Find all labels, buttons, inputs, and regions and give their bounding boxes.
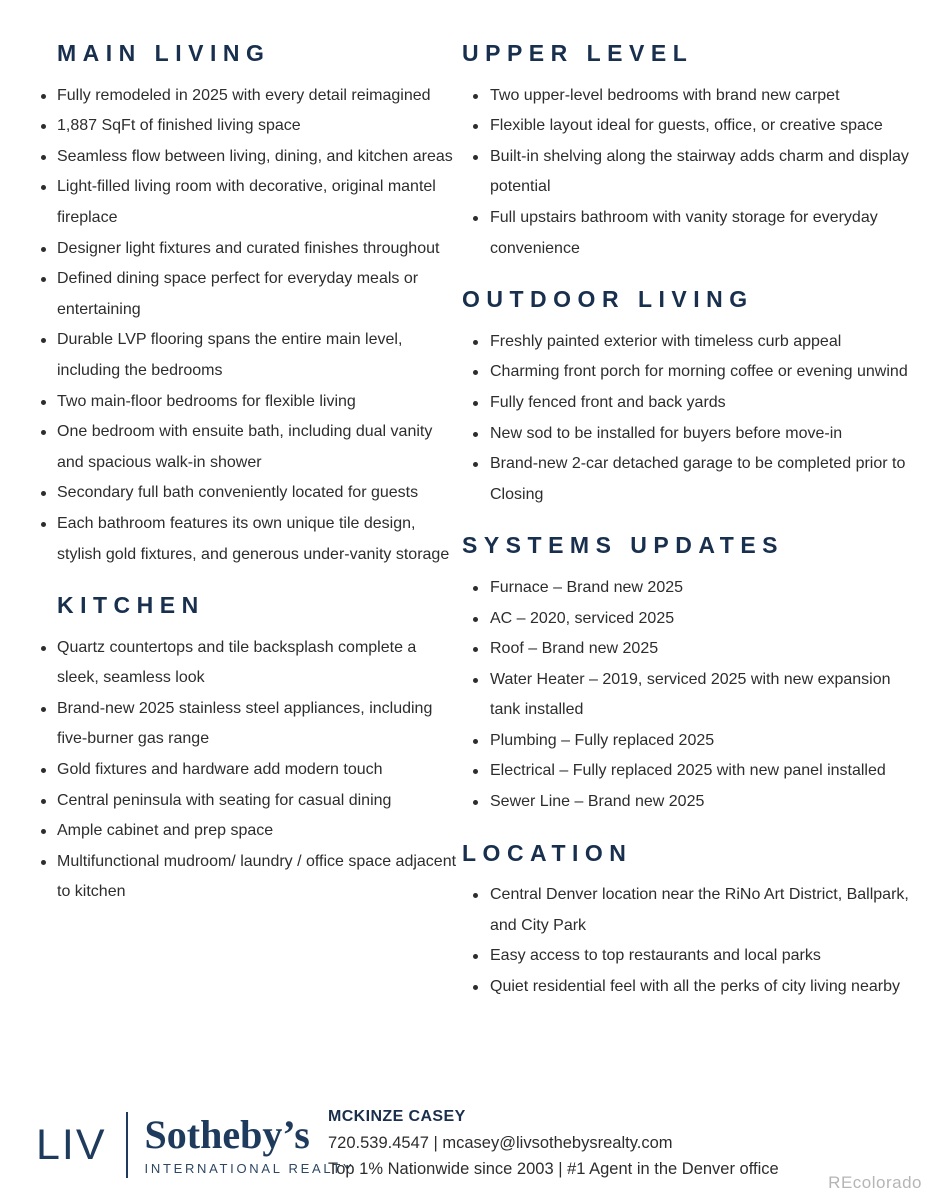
list-item: Central Denver location near the RiNo Art District, Ballpark, and City Park bbox=[462, 880, 914, 941]
section-upper-level bbox=[462, 40, 914, 264]
section-title-systems-updates: SYSTEMS UPDATES bbox=[462, 532, 784, 559]
list-item: Two main-floor bedrooms for flexible living bbox=[38, 387, 462, 418]
sothebys-logo-block bbox=[145, 1114, 355, 1176]
section-main-living bbox=[38, 40, 462, 570]
list-item: Roof – Brand new 2025 bbox=[462, 634, 914, 665]
list-item: Brand-new 2-car detached garage to be completed prior to Closing bbox=[462, 449, 914, 510]
section-kitchen bbox=[38, 592, 462, 908]
bullet-list-main-living bbox=[38, 81, 462, 571]
section-systems-updates bbox=[462, 532, 914, 817]
list-item: Flexible layout ideal for guests, office, or creative space bbox=[462, 111, 914, 142]
list-item: Freshly painted exterior with timeless curb appeal bbox=[462, 327, 914, 358]
list-item: Each bathroom features its own unique tile design, stylish gold fixtures, and generous under-vanity storage bbox=[38, 509, 462, 570]
agent-tagline: Top 1% Nationwide since 2003 | #1 Agent in the Denver office bbox=[328, 1160, 779, 1178]
feature-sheet bbox=[38, 40, 914, 1003]
section-outdoor-living bbox=[462, 286, 914, 510]
list-item: 1,887 SqFt of finished living space bbox=[38, 111, 462, 142]
list-item: Quartz countertops and tile backsplash complete a sleek, seamless look bbox=[38, 633, 462, 694]
list-item: Ample cabinet and prep space bbox=[38, 816, 462, 847]
liv-sothebys-logo bbox=[36, 1112, 354, 1178]
list-item: Central peninsula with seating for casual dining bbox=[38, 786, 462, 817]
list-item: Light-filled living room with decorative, original mantel fireplace bbox=[38, 172, 462, 233]
agent-contact: 720.539.4547 | mcasey@livsothebysrealty.com bbox=[328, 1134, 673, 1152]
list-item: Fully fenced front and back yards bbox=[462, 388, 914, 419]
list-item: Gold fixtures and hardware add modern touch bbox=[38, 755, 462, 786]
recolorado-watermark: REcolorado bbox=[828, 1173, 922, 1192]
bullet-list-upper-level bbox=[462, 81, 914, 265]
agent-name: MCKINZE CASEY bbox=[328, 1108, 466, 1125]
liv-wordmark: LIV bbox=[36, 1120, 107, 1169]
bullet-list-systems-updates bbox=[462, 573, 914, 818]
sothebys-wordmark: Sotheby’s bbox=[144, 1112, 310, 1157]
logo-divider bbox=[126, 1112, 128, 1178]
list-item: Built-in shelving along the stairway adds charm and display potential bbox=[462, 142, 914, 203]
list-item: Defined dining space perfect for everyday meals or entertaining bbox=[38, 264, 462, 325]
list-item: Seamless flow between living, dining, and kitchen areas bbox=[38, 142, 462, 173]
list-item: Quiet residential feel with all the perks of city living nearby bbox=[462, 972, 914, 1003]
list-item: Multifunctional mudroom/ laundry / office space adjacent to kitchen bbox=[38, 847, 462, 908]
section-title-main-living: MAIN LIVING bbox=[57, 40, 271, 66]
list-item: Durable LVP flooring spans the entire main level, including the bedrooms bbox=[38, 325, 462, 386]
bullet-list-outdoor-living bbox=[462, 327, 914, 511]
list-item: New sod to be installed for buyers before move-in bbox=[462, 419, 914, 450]
list-item: Secondary full bath conveniently located for guests bbox=[38, 478, 462, 509]
list-item: Easy access to top restaurants and local parks bbox=[462, 941, 914, 972]
list-item: Fully remodeled in 2025 with every detail reimagined bbox=[38, 81, 462, 112]
list-item: Designer light fixtures and curated finishes throughout bbox=[38, 234, 462, 265]
list-item: Electrical – Fully replaced 2025 with new panel installed bbox=[462, 756, 914, 787]
list-item: Furnace – Brand new 2025 bbox=[462, 573, 914, 604]
list-item: Sewer Line – Brand new 2025 bbox=[462, 787, 914, 818]
list-item: One bedroom with ensuite bath, including dual vanity and spacious walk-in shower bbox=[38, 417, 462, 478]
list-item: AC – 2020, serviced 2025 bbox=[462, 604, 914, 635]
right-column bbox=[462, 40, 914, 1003]
left-column bbox=[38, 40, 462, 1003]
list-item: Plumbing – Fully replaced 2025 bbox=[462, 726, 914, 757]
list-item: Charming front porch for morning coffee or evening unwind bbox=[462, 357, 914, 388]
bullet-list-kitchen bbox=[38, 633, 462, 908]
list-item: Two upper-level bedrooms with brand new carpet bbox=[462, 81, 914, 112]
list-item: Water Heater – 2019, serviced 2025 with new expansion tank installed bbox=[462, 665, 914, 726]
sothebys-subtitle: INTERNATIONAL REALTY bbox=[144, 1161, 355, 1176]
section-title-outdoor-living: OUTDOOR LIVING bbox=[462, 286, 754, 313]
section-title-location: LOCATION bbox=[462, 839, 633, 866]
agent-info bbox=[328, 1104, 779, 1182]
section-title-kitchen: KITCHEN bbox=[57, 592, 205, 619]
section-location bbox=[462, 840, 914, 1003]
section-title-upper-level: UPPER LEVEL bbox=[462, 40, 694, 66]
bullet-list-location bbox=[462, 880, 914, 1002]
list-item: Full upstairs bathroom with vanity storage for everyday convenience bbox=[462, 203, 914, 264]
list-item: Brand-new 2025 stainless steel appliances, including five-burner gas range bbox=[38, 694, 462, 755]
